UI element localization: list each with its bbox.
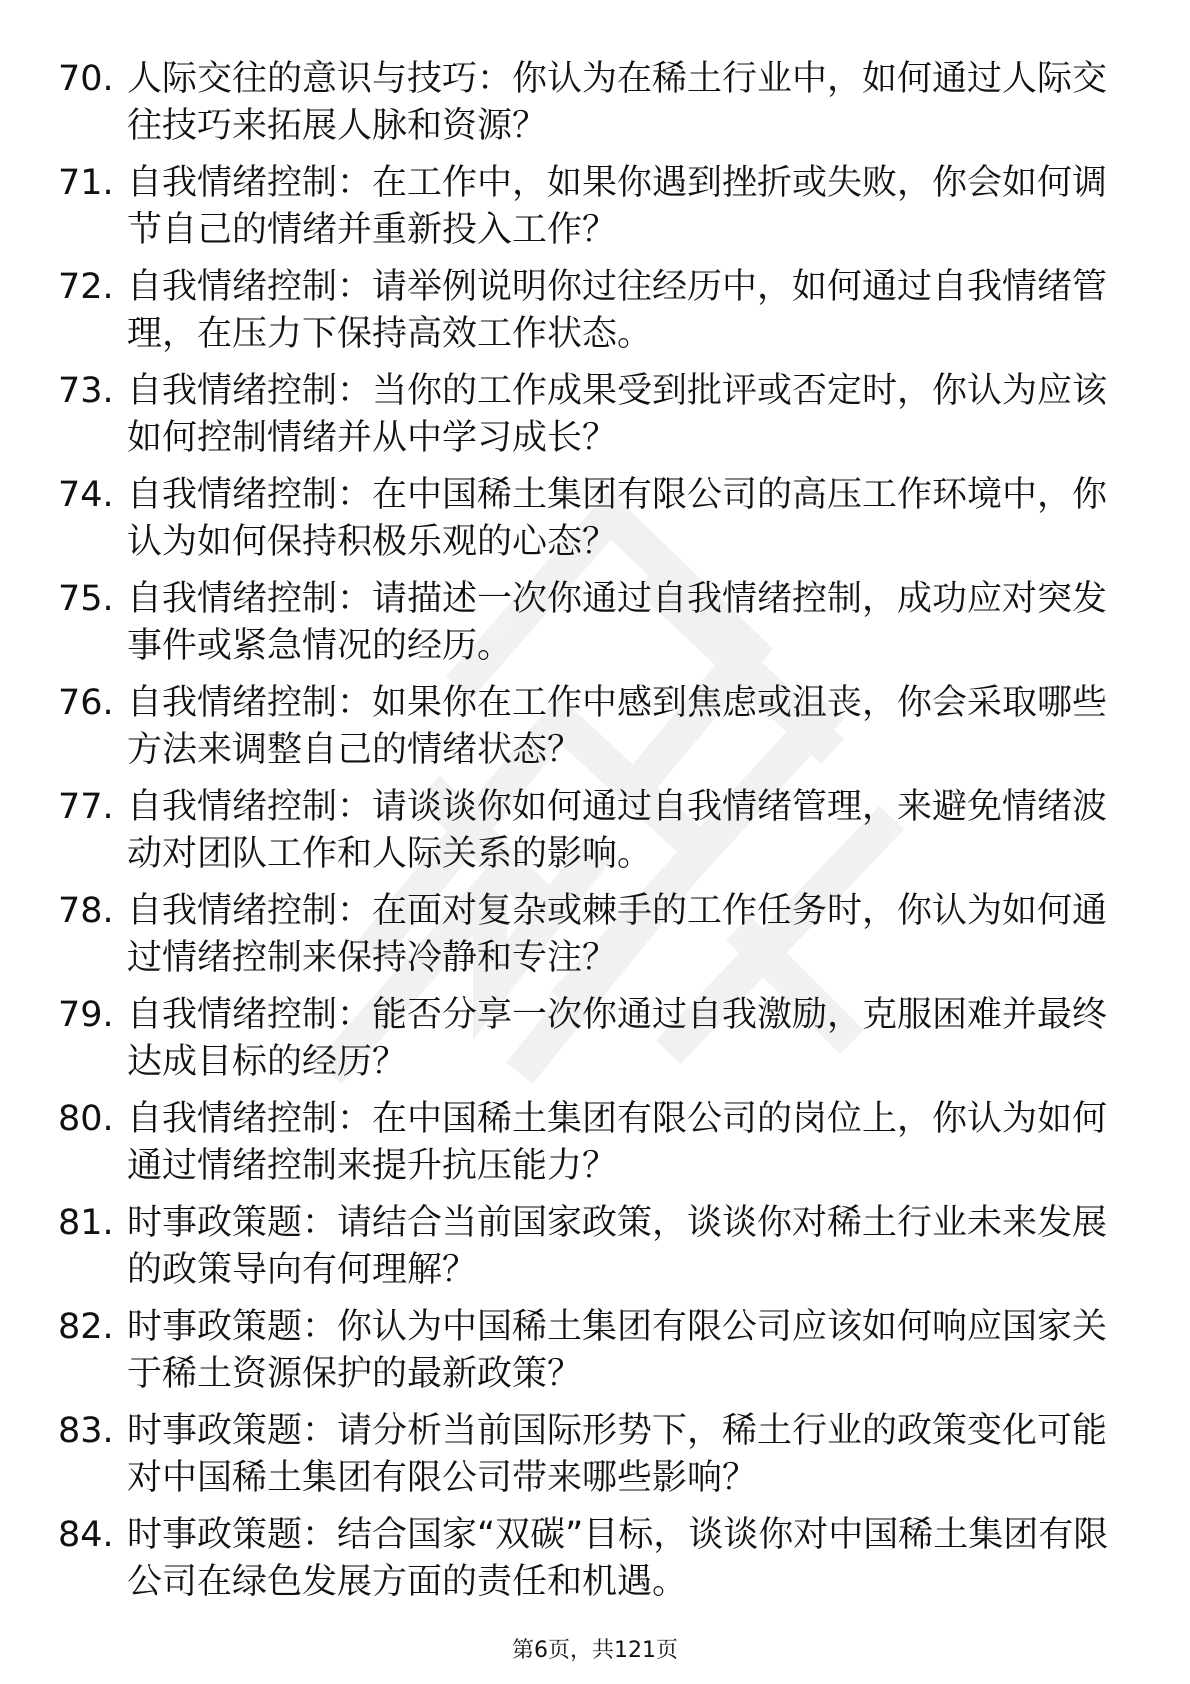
question-number: 70. xyxy=(58,59,114,99)
question-number: 80. xyxy=(58,1099,114,1139)
question-item xyxy=(58,1408,1118,1502)
question-text: 自我情绪控制：在中国稀土集团有限公司的岗位上，你认为如何通过情绪控制来提升抗压能力？ xyxy=(127,1099,1108,1186)
question-number: 71. xyxy=(58,163,114,203)
question-text: 时事政策题：你认为中国稀土集团有限公司应该如何响应国家关于稀土资源保护的最新政策？ xyxy=(127,1307,1108,1394)
question-text: 自我情绪控制：在工作中，如果你遇到挫折或失败，你会如何调节自己的情绪并重新投入工作？ xyxy=(127,163,1108,250)
question-text: 时事政策题：请分析当前国际形势下，稀土行业的政策变化可能对中国稀土集团有限公司带来哪些影响？ xyxy=(127,1411,1108,1498)
question-item xyxy=(58,1512,1118,1606)
question-text: 时事政策题：结合国家“双碳”目标，谈谈你对中国稀土集团有限公司在绿色发展方面的责任和机遇。 xyxy=(127,1515,1109,1602)
question-number: 81. xyxy=(58,1203,114,1243)
question-item xyxy=(58,1200,1118,1294)
question-text: 自我情绪控制：请举例说明你过往经历中，如何通过自我情绪管理，在压力下保持高效工作状态。 xyxy=(127,267,1108,354)
question-item xyxy=(58,1096,1118,1190)
question-number: 73. xyxy=(58,371,114,411)
question-text: 自我情绪控制：请谈谈你如何通过自我情绪管理，来避免情绪波动对团队工作和人际关系的影响。 xyxy=(127,787,1108,874)
question-item xyxy=(58,992,1118,1086)
question-item xyxy=(58,576,1118,670)
question-number: 82. xyxy=(58,1307,114,1347)
question-number: 77. xyxy=(58,787,114,827)
question-text: 自我情绪控制：能否分享一次你通过自我激励，克服困难并最终达成目标的经历？ xyxy=(127,995,1108,1082)
question-text: 自我情绪控制：当你的工作成果受到批评或否定时，你认为应该如何控制情绪并从中学习成长？ xyxy=(127,371,1108,458)
question-text: 人际交往的意识与技巧：你认为在稀土行业中，如何通过人际交往技巧来拓展人脉和资源？ xyxy=(127,59,1108,146)
question-item xyxy=(58,784,1118,878)
question-number: 76. xyxy=(58,683,114,723)
question-number: 78. xyxy=(58,891,114,931)
question-item xyxy=(58,472,1118,566)
question-number: 83. xyxy=(58,1411,114,1451)
question-number: 79. xyxy=(58,995,114,1035)
question-item xyxy=(58,680,1118,774)
page-footer: 第6页，共121页 xyxy=(512,1638,678,1663)
question-text: 自我情绪控制：在面对复杂或棘手的工作任务时，你认为如何通过情绪控制来保持冷静和专注？ xyxy=(127,891,1108,978)
question-item xyxy=(58,1304,1118,1398)
question-number: 84. xyxy=(58,1515,114,1555)
question-item xyxy=(58,264,1118,358)
question-item xyxy=(58,56,1118,150)
question-text: 自我情绪控制：在中国稀土集团有限公司的高压工作环境中，你认为如何保持积极乐观的心态？ xyxy=(127,475,1108,562)
question-text: 自我情绪控制：请描述一次你通过自我情绪控制，成功应对突发事件或紧急情况的经历。 xyxy=(127,579,1108,666)
question-number: 74. xyxy=(58,475,114,515)
question-item xyxy=(58,368,1118,462)
question-item xyxy=(58,888,1118,982)
question-list xyxy=(58,56,1118,1616)
question-number: 75. xyxy=(58,579,114,619)
question-number: 72. xyxy=(58,267,114,307)
question-text: 自我情绪控制：如果你在工作中感到焦虑或沮丧，你会采取哪些方法来调整自己的情绪状态？ xyxy=(127,683,1108,770)
question-item xyxy=(58,160,1118,254)
question-text: 时事政策题：请结合当前国家政策，谈谈你对稀土行业未来发展的政策导向有何理解？ xyxy=(127,1203,1108,1290)
